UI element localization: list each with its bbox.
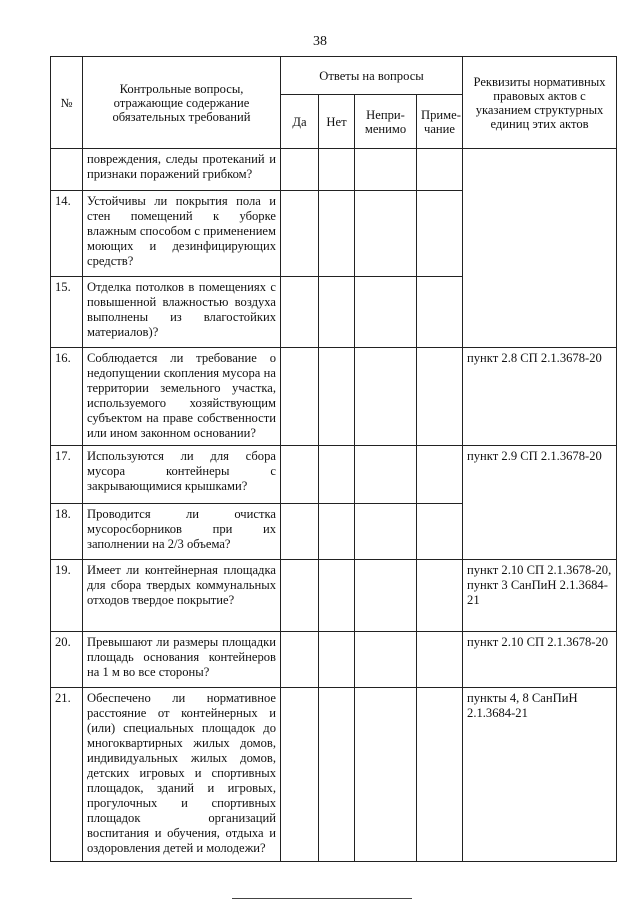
- row-number: 19.: [51, 560, 83, 632]
- row-requisites: [463, 504, 617, 560]
- row-number: 17.: [51, 446, 83, 504]
- answer-yes-cell: [281, 277, 319, 348]
- answer-no-cell: [319, 149, 355, 191]
- answer-na-cell: [355, 446, 417, 504]
- answer-na-cell: [355, 688, 417, 862]
- table-row: [51, 560, 617, 632]
- header-requisites: Реквизиты нормативных правовых актов с указанием структурных единиц этих актов: [463, 57, 617, 149]
- checklist-table: [50, 56, 617, 862]
- answer-yes-cell: [281, 632, 319, 688]
- row-question: Превышают ли размеры площадки площадь основания контейнеров на 1 м во все стороны?: [83, 632, 281, 688]
- table-row: [51, 504, 617, 560]
- row-number: [51, 149, 83, 191]
- answer-no-cell: [319, 348, 355, 446]
- answer-no-cell: [319, 688, 355, 862]
- header-no: Нет: [319, 95, 355, 149]
- row-requisites: пункт 2.9 СП 2.1.3678-20: [463, 446, 617, 504]
- table-row: [51, 277, 617, 348]
- answer-no-cell: [319, 560, 355, 632]
- row-question: Отделка потолков в помещениях с повышенной влажностью воздуха выполнены из влагостойких материалов)?: [83, 277, 281, 348]
- answer-na-cell: [355, 504, 417, 560]
- header-yes: Да: [281, 95, 319, 149]
- header-note: Приме- чание: [417, 95, 463, 149]
- header-answers: Ответы на вопросы: [281, 57, 463, 95]
- table-row: [51, 632, 617, 688]
- answer-no-cell: [319, 277, 355, 348]
- row-requisites: [463, 277, 617, 348]
- table-row: [51, 348, 617, 446]
- answer-yes-cell: [281, 560, 319, 632]
- row-requisites: пункт 2.10 СП 2.1.3678-20: [463, 632, 617, 688]
- row-question: Используются ли для сбора мусора контейнеры с закрывающимися крышками?: [83, 446, 281, 504]
- row-question: повреждения, следы протеканий и признаки поражений грибком?: [83, 149, 281, 191]
- row-number: 14.: [51, 191, 83, 277]
- answer-note-cell: [417, 149, 463, 191]
- row-number: 18.: [51, 504, 83, 560]
- row-requisites: пункты 4, 8 СанПиН 2.1.3684-21: [463, 688, 617, 862]
- answer-note-cell: [417, 277, 463, 348]
- table-row: [51, 191, 617, 277]
- row-requisites: пункт 2.8 СП 2.1.3678-20: [463, 348, 617, 446]
- answer-no-cell: [319, 191, 355, 277]
- table-row: [51, 149, 617, 191]
- answer-note-cell: [417, 632, 463, 688]
- answer-note-cell: [417, 688, 463, 862]
- answer-note-cell: [417, 348, 463, 446]
- header-questions: Контрольные вопросы, отражающие содержание обязательных требований: [83, 57, 281, 149]
- answer-no-cell: [319, 446, 355, 504]
- row-question: Соблюдается ли требование о недопущении скопления мусора на территории земельного участка, используемого хозяйствующим субъектом на праве собственности или ином законном основании?: [83, 348, 281, 446]
- answer-note-cell: [417, 504, 463, 560]
- row-question: Обеспечено ли нормативное расстояние от контейнерных и (или) специальных площадок до многоквартирных жилых домов, индивидуальных жилых домов, детских игровых и спортивных площадок, зданий и игровых, прогулочных и спортивных площадок организаций воспитания и обучения, отдыха и оздоровления детей и молодежи?: [83, 688, 281, 862]
- answer-yes-cell: [281, 504, 319, 560]
- answer-yes-cell: [281, 348, 319, 446]
- answer-yes-cell: [281, 688, 319, 862]
- header-not-applicable: Непри- менимо: [355, 95, 417, 149]
- answer-na-cell: [355, 348, 417, 446]
- row-question: Устойчивы ли покрытия пола и стен помещений к уборке влажным способом с применением моющих и дезинфицирующих средств?: [83, 191, 281, 277]
- row-requisites: [463, 149, 617, 191]
- row-question: Имеет ли контейнерная площадка для сбора твердых коммунальных отходов твердое покрытие?: [83, 560, 281, 632]
- row-number: 16.: [51, 348, 83, 446]
- answer-na-cell: [355, 277, 417, 348]
- bottom-divider: [232, 898, 412, 899]
- answer-na-cell: [355, 632, 417, 688]
- answer-yes-cell: [281, 446, 319, 504]
- row-requisites: пункт 2.10 СП 2.1.3678-20, пункт 3 СанПиН 2.1.3684-21: [463, 560, 617, 632]
- header-num: №: [51, 57, 83, 149]
- answer-na-cell: [355, 149, 417, 191]
- page-number: 38: [313, 34, 327, 49]
- row-requisites: [463, 191, 617, 277]
- table-row: [51, 446, 617, 504]
- row-question: Проводится ли очистка мусоросборников при их заполнении на 2/3 объема?: [83, 504, 281, 560]
- answer-note-cell: [417, 191, 463, 277]
- answer-yes-cell: [281, 191, 319, 277]
- answer-note-cell: [417, 446, 463, 504]
- row-number: 15.: [51, 277, 83, 348]
- row-number: 21.: [51, 688, 83, 862]
- answer-yes-cell: [281, 149, 319, 191]
- answer-no-cell: [319, 504, 355, 560]
- answer-note-cell: [417, 560, 463, 632]
- answer-no-cell: [319, 632, 355, 688]
- table-row: [51, 688, 617, 862]
- answer-na-cell: [355, 560, 417, 632]
- answer-na-cell: [355, 191, 417, 277]
- row-number: 20.: [51, 632, 83, 688]
